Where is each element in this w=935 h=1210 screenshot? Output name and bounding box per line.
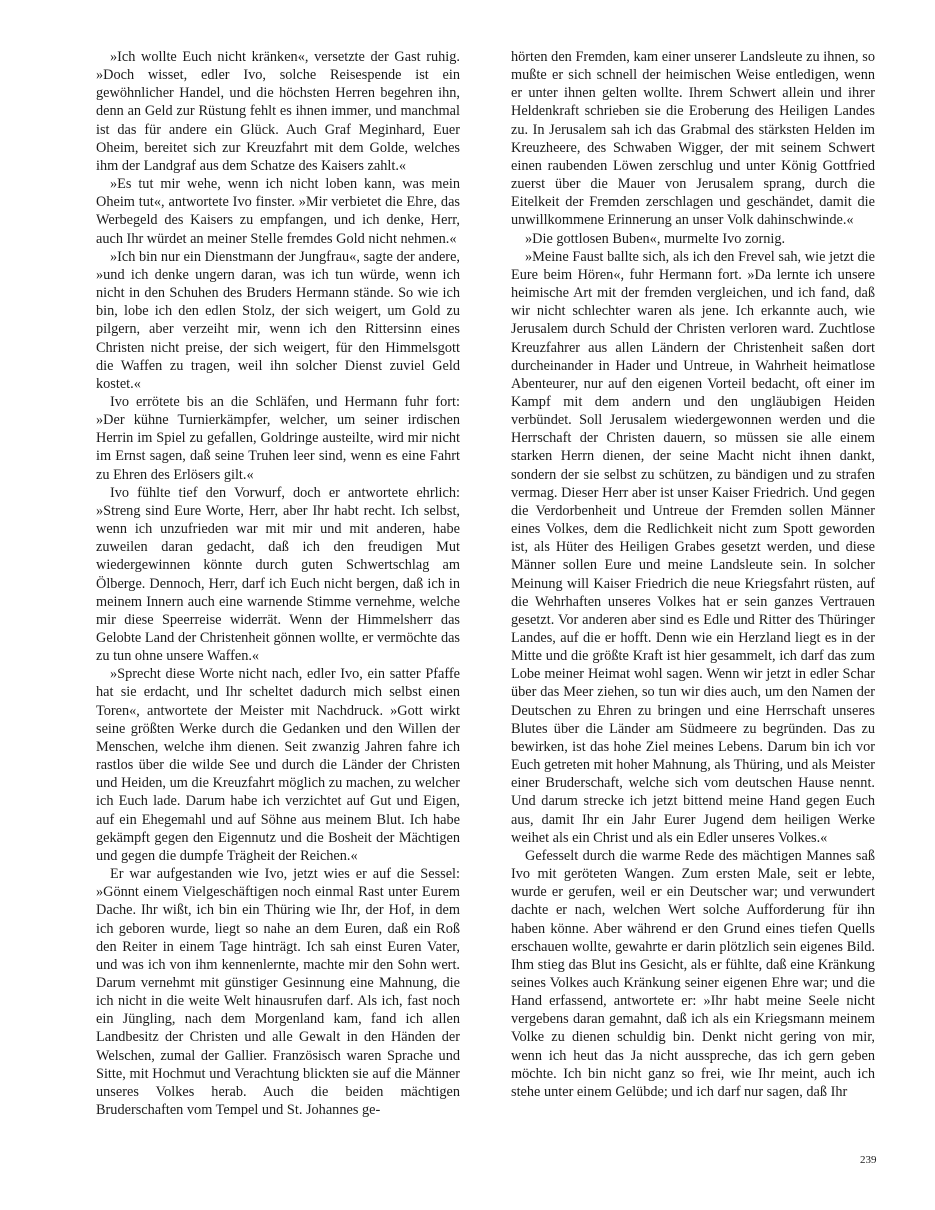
right-text-column [511,48,875,1101]
paragraph: Ivo fühlte tief den Vorwurf, doch er antwortete ehrlich: »Streng sind Eure Worte, Herr, aber Ihr habt recht. Ich selbst, wenn ich unzufrieden war mit mir und mit anderen, habe zuweilen daran gedacht, daß ich den freudigen Mut wiedergewinnen könnte durch guten Schwertschlag am Ölberge. Dennoch, Herr, darf ich Euch nicht bergen, daß ich in meinem Innern auch eine warnende Stimme vernehme, welche mir diese Speerreise widerrät. Wenn der Himmelsherr das Gelobte Land der Christenheit gönnen wollte, er vermöchte das zu tun ohne unsere Waffen.« [96,484,460,665]
paragraph: Er war aufgestanden wie Ivo, jetzt wies er auf die Sessel: »Gönnt einem Vielgeschäftigen noch einmal Rast unter Eurem Dache. Ihr wißt, ich bin ein Thüring wie Ihr, der Hof, in dem ich geboren wurde, liegt so nahe an dem Euren, daß ein Roß den Reiter in einem Tage hinträgt. Ich sah einst Euren Vater, und was ich von ihm kennenlernte, machte mir den Sohn wert. Darum vernehmt mit günstiger Gesinnung eine Mahnung, die ich nicht in die weite Welt hinausrufen darf. Als ich, fast noch ein Jüngling, nach dem Morgenland kam, fand ich allen Landbesitz der Christen und alle Gewalt in den Händen der Welschen, zumal der Gallier. Französisch waren Sprache und Sitte, mit Hochmut und Verachtung blickten sie auf die Männer unseres Volkes herab. Auch die beiden mächtigen Bruderschaften vom Tempel und St. Johannes ge- [96,866,460,1119]
paragraph: »Ich bin nur ein Dienstmann der Jungfrau«, sagte der andere, »und ich denke ungern daran, was ich tun würde, wenn ich nicht in den Schuhen des Bruders Hermann stände. So wie ich bin, lobe ich den edlen Stolz, der sich weigert, um Gold zu pilgern, aber verzeiht mir, wenn ich den Rittersinn eines Christen nicht preise, der sich weigert, für den Himmelsgott die Waffen zu tragen, weil ihn solcher Dienst zuviel Geld kostet.« [96,248,460,392]
paragraph: »Sprecht diese Worte nicht nach, edler Ivo, ein satter Pfaffe hat sie erdacht, und Ihr scheltet dadurch mich selbst einen Toren«, antwortete der Meister mit Nachdruck. »Gott wirkt seine größten Werke durch die Gedanken und den Willen der Menschen, welche ihm dienen. Seit zwanzig Jahren fahre ich rastlos über die wilde See und durch die Länder der Christen und Heiden, um die Kreuzfahrt möglich zu machen, zu welcher ich Euch lade. Darum habe ich verzichtet auf Gut und Eigen, auf ein Ehegemahl und auf Söhne aus meinem Blut. Ich habe gekämpft gegen den Eigennutz und die Bosheit der Mächtigen und gegen die dumpfe Trägheit der Reichen.« [96,666,460,864]
paragraph: »Ich wollte Euch nicht kränken«, versetzte der Gast ruhig. »Doch wisset, edler Ivo, solche Reisespende ist ein gewöhnlicher Handel, und die höchsten Herren begehren ihn, denn an Geld zur Rüstung fehlt es ihnen immer, und manchmal ist das für andere ein Glück. Auch Graf Meginhard, Euer Oheim, bereitet sich zur Kreuzfahrt mit dem Golde, welches ihm der Landgraf aus dem Schatze des Kaisers zahlt.« [96,49,460,174]
paragraph: Gefesselt durch die warme Rede des mächtigen Mannes saß Ivo mit geröteten Wangen. Zum ersten Male, seit er lebte, wurde er gerufen, weil er ein Deutscher war; und verwundert dachte er nach, welchen Wert solche Aufforderung für ihn haben könne. Aber während er den Grund eines tiefen Quells erschauen wollte, gewahrte er darin plötzlich sein eigenes Bild. Ihm stieg das Blut ins Gesicht, als er fühlte, daß eine Kränkung seines Volkes auch Kränkung seiner eigenen Ehre war; und die Hand erfassend, antwortete er: »Ihr habt meine Seele nicht vergebens daran gemahnt, daß ich als ein Kriegsmann meinem Volke zu dienen schuldig bin. Denkt nicht gering von mir, wenn ich heut das Ja nicht ausspreche, das ich gern geben möchte. Ich bin nicht ganz so frei, wie Ihr meint, auch ich stehe unter einem Gelübde; und ich darf nur sagen, daß Ihr [511,847,875,1100]
page-number: 239 [860,1154,877,1166]
paragraph: »Meine Faust ballte sich, als ich den Frevel sah, wie jetzt die Eure beim Hören«, fuhr Hermann fort. »Da lernte ich unsere heimische Art mit der fremden vergleichen, und ich fand, daß wir nicht schlechter waren als jene. Ich erkannte auch, wie Jerusalem durch Schuld der Christen verloren ward. Zuchtlose Kreuzfahrer aus allen Ländern der Christenheit saßen dort durcheinander in Hader und Untreue, in Wahrheit heimatlose Abenteurer, nur auf den eigenen Vorteil bedacht, oft einer im Kampf mit dem andern und den ungläubigen Heiden verbündet. Soll Jerusalem wiedergewonnen werden und die Herrschaft der Christen dauern, so müssen sie alle einem starken Herrn dienen, der seine Macht nicht ihnen dankt, sondern der sie selbst zu schützen, zu bändigen und zu strafen vermag. Dieser Herr aber ist unser Kaiser Friedrich. Und gegen die Verdorbenheit und Untreue der Fremden sollen Männer eines Volkes, dem die Redlichkeit nicht zum Spott geworden ist, als Hüter des Heiligen Grabes gesetzt werden, und diese Männer sollen Eure und meine Landsleute sein. In solcher Meinung will Kaiser Friedrich die neue Kriegsfahrt rüsten, auf die Wehrhaften unseres Volkes hat er sein ganzes Vertrauen gesetzt. Vor anderen aber sind es Edle und Ritter des Thüringer Landes, auf die er hofft. Denn wie ein Herzland liegt es in der Mitte und die größte Kraft ist hier gesammelt, ich darf das zum Lobe meiner Heimat wohl sagen. Wenn wir jetzt in edler Schar über das Meer ziehen, so tun wir dies auch, um den Namen der Deutschen zu Ehren zu bringen und eine Herrschaft unseres Blutes über die Länder am Südmeere zu begründen. Das zu bewirken, ist das hohe Ziel meines Lebens. Darum bin ich vor Euch getreten mit hoher Mahnung, als Thüring, und als Meister einer Bruderschaft, welche sich vom deutschen Hause nennt. Und darum strecke ich jetzt bittend meine Hand gegen Euch aus, damit Ihr ein Jahr Eurer Jugend dem heiligen Werke weihet als ein Christ und als ein Edler unseres Volkes.« [511,248,875,846]
left-text-column [96,48,460,1119]
paragraph: »Es tut mir wehe, wenn ich nicht loben kann, was mein Oheim tut«, antwortete Ivo finster. »Mir verbietet die Ehre, das Werbegeld des Kaisers zu empfangen, und ich denke, Herr, auch Ihr würdet an meiner Stelle fremdes Gold nicht nehmen.« [96,176,460,247]
paragraph: »Die gottlosen Buben«, murmelte Ivo zornig. [525,230,786,247]
paragraph-continued: hörten den Fremden, kam einer unserer Landsleute zu ihnen, so mußte er sich schnell der heimischen Weise entledigen, wenn er unter ihnen gelten wollte. Ihrem Schwert allein und ihrer Heldenkraft schrieben sie die Eroberung des Heiligen Landes zu. In Jerusalem sah ich das Grabmal des stärksten Helden im Kreuzheere, des Schwaben Wigger, der mit seinem Schwert einen raubenden Löwen zerschlug und unter König Gottfried zuerst über die Mauer von Jerusalem sprang, durch die Eitelkeit der Fremden zerschlagen und geschändet, damit die unwillkommene Erinnerung an unser Volk dahinschwinde.« [511,49,875,229]
paragraph: Ivo errötete bis an die Schläfen, und Hermann fuhr fort: »Der kühne Turnierkämpfer, welcher, um seiner irdischen Herrin im Spiel zu gefallen, Goldringe austeilte, wird mir nicht im Ernst sagen, daß seine Truhen leer sind, wenn es eine Fahrt zu Ehren des Erlösers gilt.« [96,393,460,483]
